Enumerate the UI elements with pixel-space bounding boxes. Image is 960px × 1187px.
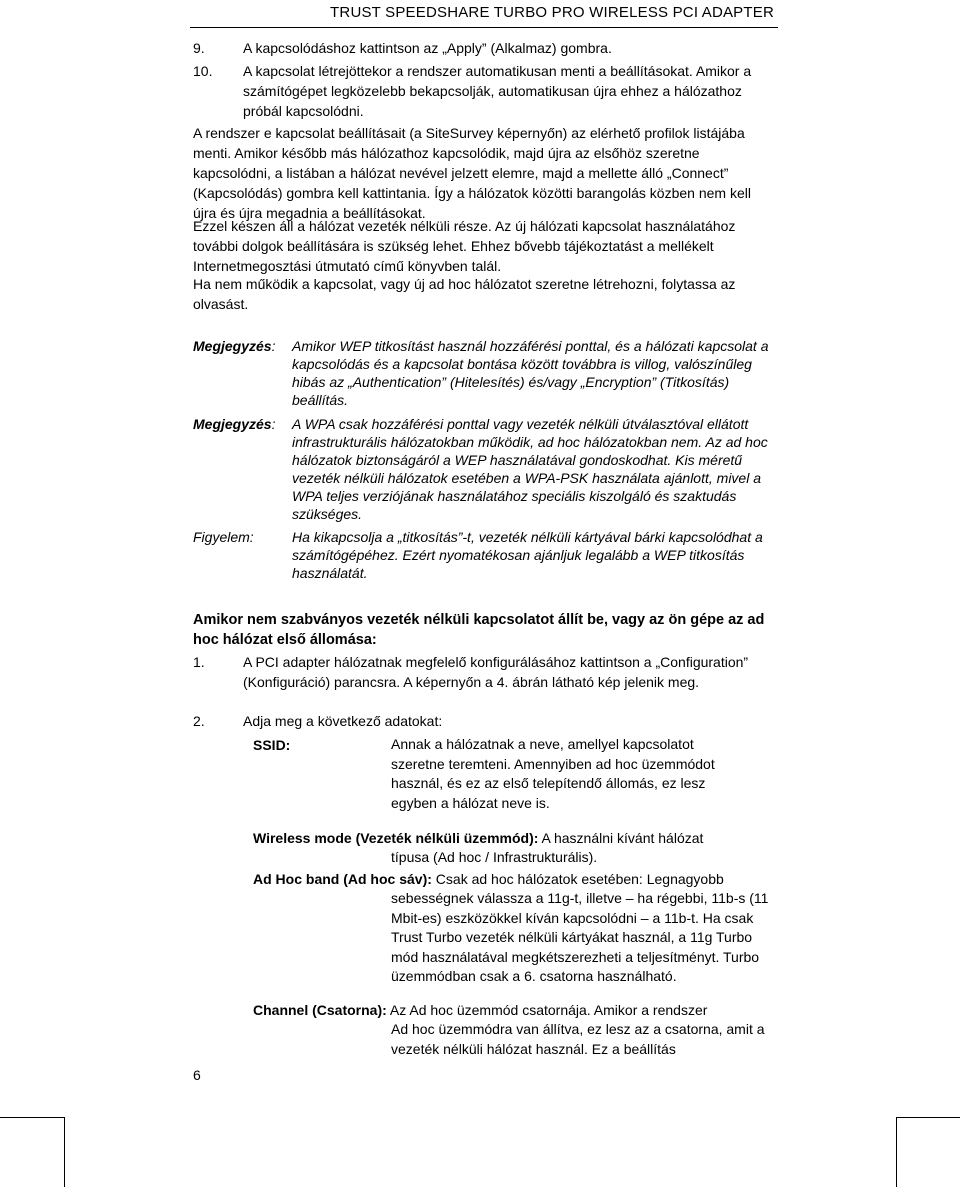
wireless-mode-rest: típusa (Ad hoc / Infrastrukturális).: [391, 849, 598, 865]
continue-paragraph: Ha nem működik a kapcsolat, vagy új ad hoc hálózatot szeretne létrehozni, folytassa az olvasást.: [193, 276, 736, 312]
step-9-number: 9.: [193, 40, 205, 56]
ready-paragraph: Ezzel készen áll a hálózat vezeték nélküli része. Az új hálózati kapcsolat használatához további dolgok beállítására is szükség lehet. Ehhez bővebb tájékoztatást a mellékelt Internetmegosztási útmutató című könyvben talál.: [193, 218, 736, 274]
wireless-mode-first: A használni kívánt hálózat: [541, 830, 704, 846]
note-1-label: Megjegyzés:: [193, 338, 276, 354]
adhoc-band-first: Csak ad hoc hálózatok esetében: Legnagyobb: [435, 871, 724, 887]
crop-mark-left-h: [0, 1117, 64, 1118]
channel-rest: Ad hoc üzemmódra van állítva, ez lesz az a csatorna, amit a vezeték nélküli hálózat használ. Ez a beállítás: [391, 1021, 765, 1057]
warning-text: Ha kikapcsolja a „titkosítás”-t, vezeték nélküli kártyával bárki kapcsolódhat a számítógépéhez. Ezért nyomatékosan ajánljuk legalább a WEP titkosítás használatát.: [292, 529, 763, 581]
note-1-text: Amikor WEP titkosítást használ hozzáférési ponttal, és a hálózati kapcsolat a kapcsolódás és a kapcsolat bontása között továbbra is villog, valószínűleg hibás az „Authentication” (Hitelesítés) és/vagy „Encryption” (Titkosítás) beállítás.: [292, 338, 769, 408]
step-2-number: 2.: [193, 713, 205, 729]
step-2-text: Adja meg a következő adatokat:: [243, 713, 443, 729]
crop-mark-left-v: [64, 1117, 65, 1187]
header-rule: [190, 27, 778, 28]
ssid-term: SSID:: [253, 737, 291, 753]
note-2-label: Megjegyzés:: [193, 416, 276, 432]
warning-label: Figyelem:: [193, 529, 254, 545]
channel-term: Channel (Csatorna):: [253, 1002, 387, 1018]
running-header: TRUST SPEEDSHARE TURBO PRO WIRELESS PCI ADAPTER: [330, 4, 774, 21]
crop-mark-right-v: [896, 1117, 897, 1187]
adhoc-band-rest: sebességnek válassza a 11g-t, illetve – ha régebbi, 11b-s (11 Mbit-es) eszközökkel kíván kapcsolódni – a 11b-t. Ha csak Trust Turbo vezeték nélküli kártyákat használ, a 11g Turbo mód használatával megkétszerezheti a teljesítményt. Turbo üzemmódban csak a 6. csatorna használható.: [391, 890, 769, 984]
step-1-text: A PCI adapter hálózatnak megfelelő konfigurálásához kattintson a „Configuration” (Konfiguráció) parancsra. A képernyőn a 4. ábrán látható kép jelenik meg.: [243, 654, 749, 690]
step-10-text: A kapcsolat létrejöttekor a rendszer automatikusan menti a beállításokat. Amikor a számítógépet legközelebb bekapcsolják, automatikusan újra ehhez a hálózathoz próbál kapcsolódni.: [243, 63, 752, 119]
wireless-mode-term: Wireless mode (Vezeték nélküli üzemmód):: [253, 830, 539, 846]
note-2-text: A WPA csak hozzáférési ponttal vagy vezeték nélküli útválasztóval ellátott infrastrukturális hálózatokban működik, ad hoc hálózatokban nem. Az ad hoc hálózatok biztonságáról a WEP használatával gondoskodhat. Kis méretű vezeték nélküli hálózatok esetében a WPA-PSK használata ajánlott, mivel a WPA teljes verziójának használatához speciális kiszolgáló és szaktudás szükséges.: [292, 416, 768, 522]
step-9-text: A kapcsolódáshoz kattintson az „Apply” (Alkalmaz) gombra.: [243, 40, 612, 56]
page-number: 6: [193, 1067, 201, 1083]
step-1-number: 1.: [193, 654, 205, 670]
step-10-number: 10.: [193, 63, 213, 79]
wireless-mode-first-line: [253, 829, 773, 849]
profiles-paragraph: A rendszer e kapcsolat beállításait (a SiteSurvey képernyőn) az elérhető profilok listájába menti. Amikor később más hálózathoz kapcsolódik, majd újra az elsőhöz szeretne kapcsolódni, a listában a hálózat nevével jelzett elemre, majd a mellette álló „Connect” (Kapcsolódás) gombra kell kattintania. Így a hálózatok közötti barangolás közben nem kell újra és újra megadnia a beállításokat.: [193, 125, 751, 221]
channel-first: Az Ad hoc üzemmód csatornája. Amikor a rendszer: [389, 1002, 708, 1018]
ssid-text: Annak a hálózatnak a neve, amellyel kapcsolatot szeretne teremteni. Amennyiben ad hoc üzemmódot használ, és ez az első telepítendő állomás, ez lesz egyben a hálózat neve is.: [391, 736, 715, 811]
channel-first-line: [253, 1001, 773, 1021]
adhoc-band-term: Ad Hoc band (Ad hoc sáv):: [253, 871, 432, 887]
crop-mark-right-h: [896, 1117, 960, 1118]
section-heading: Amikor nem szabványos vezeték nélküli kapcsolatot állít be, vagy az ön gépe az ad hoc hálózat első állomása:: [193, 612, 765, 648]
adhoc-band-first-line: [253, 870, 773, 890]
